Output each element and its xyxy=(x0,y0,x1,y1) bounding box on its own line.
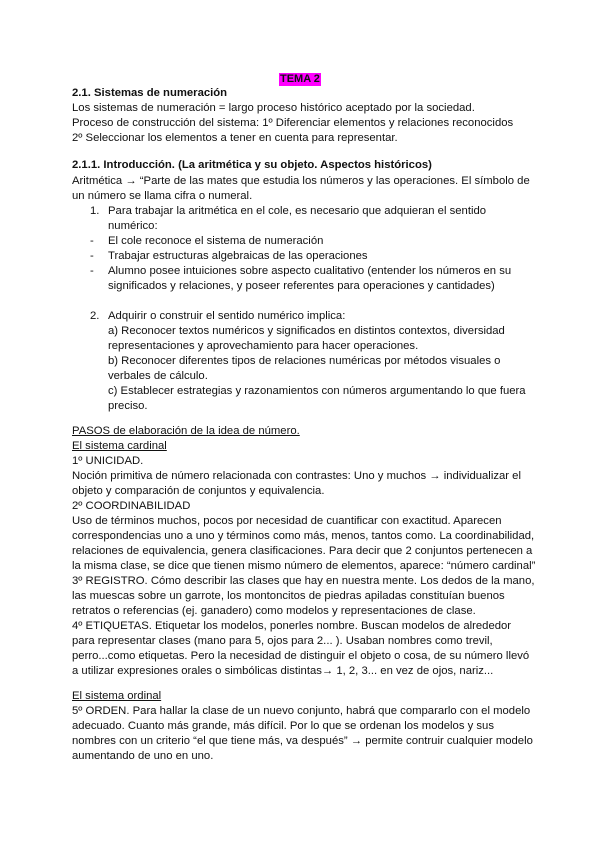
text-line: Uso de términos muchos, pocos por necesidad de cuantificar con exactitud. Aparecen xyxy=(72,515,502,527)
bullet-dash: - xyxy=(90,250,94,262)
bullet-text: Alumno posee intuiciones sobre aspecto cualitativo (entender los números en su xyxy=(108,265,512,277)
pasos-heading: PASOS de elaboración de la idea de número. xyxy=(72,425,300,437)
section-heading-2-1-1: 2.1.1. Introducción. (La aritmética y su objeto. Aspectos históricos) xyxy=(72,159,432,171)
page-title: TEMA 2 xyxy=(280,73,320,85)
bullet-text: significados y relaciones, y poseer referentes para operaciones y cantidades) xyxy=(108,280,495,292)
text-line: 3º REGISTRO. Cómo describir las clases que hay en nuestra mente. Los dedos de la mano, xyxy=(72,575,535,587)
text-line: la misma clase, se dice que tienen mismo número de elementos, aparece: “número cardinal” xyxy=(72,560,536,572)
bullet-dash: - xyxy=(90,265,94,277)
text-line: perro...como etiquetas. Pero la necesidad de distinguir el objeto o cosa, de su número llevó xyxy=(72,650,530,662)
cardinal-heading: El sistema cardinal xyxy=(72,440,167,452)
text-line: un número se llama cifra o numeral. xyxy=(72,190,253,202)
list-item-text: Para trabajar la aritmética en el cole, es necesario que adquieran el sentido xyxy=(108,205,487,217)
list-item-text: c) Establecer estrategias y razonamientos con números argumentando lo que fuera xyxy=(108,385,526,397)
text-line: Aritmética → “Parte de las mates que estudia los números y las operaciones. El símbolo de xyxy=(72,175,530,187)
text-line: nombres con un criterio “el que tiene más, va después” → permite contruir cualquier modelo xyxy=(72,735,533,747)
list-item-text: numérico: xyxy=(108,220,158,232)
list-item-text: b) Reconocer diferentes tipos de relaciones numéricas por métodos visuales o xyxy=(108,355,501,367)
bullet-text: Trabajar estructuras algebraicas de las operaciones xyxy=(108,250,368,262)
text-line: las muescas sobre un garrote, los montoncitos de piedras apiladas constituían buenos xyxy=(72,590,505,602)
text-line: Proceso de construcción del sistema: 1º Diferenciar elementos y relaciones reconocidos xyxy=(72,117,514,129)
text-line: 4º ETIQUETAS. Etiquetar los modelos, ponerles nombre. Buscan modelos de alrededor xyxy=(72,620,512,632)
text-line: adecuado. Cuanto más grande, más difícil. Por lo que se ordenan los modelos y sus xyxy=(72,720,494,732)
text-line: retratos o referencias (ej. ganadero) como modelos y representaciones de clase. xyxy=(72,605,476,617)
text-line: aumentando de uno en uno. xyxy=(72,750,214,762)
bullet-text: El cole reconoce el sistema de numeración xyxy=(108,235,324,247)
list-number-2: 2. xyxy=(90,310,100,322)
text-line: para representar clases (mano para 5, ojos para 2... ). Usaban nombres como trevil, xyxy=(72,635,493,647)
section-heading-2-1: 2.1. Sistemas de numeración xyxy=(72,87,228,99)
list-item-text: a) Reconocer textos numéricos y significados en distintos contextos, diversidad xyxy=(108,325,505,337)
text-line: Los sistemas de numeración = largo proceso histórico aceptado por la sociedad. xyxy=(72,102,475,114)
list-item-text: Adquirir o construir el sentido numérico implica: xyxy=(108,310,346,322)
list-item-text: representaciones y aprovechamiento para hacer operaciones. xyxy=(108,340,419,352)
bullet-dash: - xyxy=(90,235,94,247)
list-item-text: verbales de cálculo. xyxy=(108,370,208,382)
text-line: a utilizar expresiones orales o simbólicas distintas→ 1, 2, 3... en vez de ojos, nariz... xyxy=(72,665,494,677)
ordinal-heading: El sistema ordinal xyxy=(72,690,162,702)
text-line: relaciones de equivalencia, genera clasificaciones. Para decir que 2 conjuntos pertenecen a xyxy=(72,545,533,557)
text-line: Noción primitiva de número relacionada con contrastes: Uno y muchos → individualizar el xyxy=(72,470,521,482)
text-line: 2º COORDINABILIDAD xyxy=(72,500,191,512)
list-number-1: 1. xyxy=(90,205,100,217)
text-line: 5º ORDEN. Para hallar la clase de un nuevo conjunto, habrá que compararlo con el modelo xyxy=(72,705,531,717)
text-line: correspondencias uno a uno y términos como más, menos, tantos como. La coordinabilidad, xyxy=(72,530,535,542)
list-item-text: preciso. xyxy=(108,400,148,412)
text-line: 1º UNICIDAD. xyxy=(72,455,144,467)
text-line: objeto y comparación de conjuntos y equivalencia. xyxy=(72,485,325,497)
text-line: 2º Seleccionar los elementos a tener en cuenta para representar. xyxy=(72,132,398,144)
